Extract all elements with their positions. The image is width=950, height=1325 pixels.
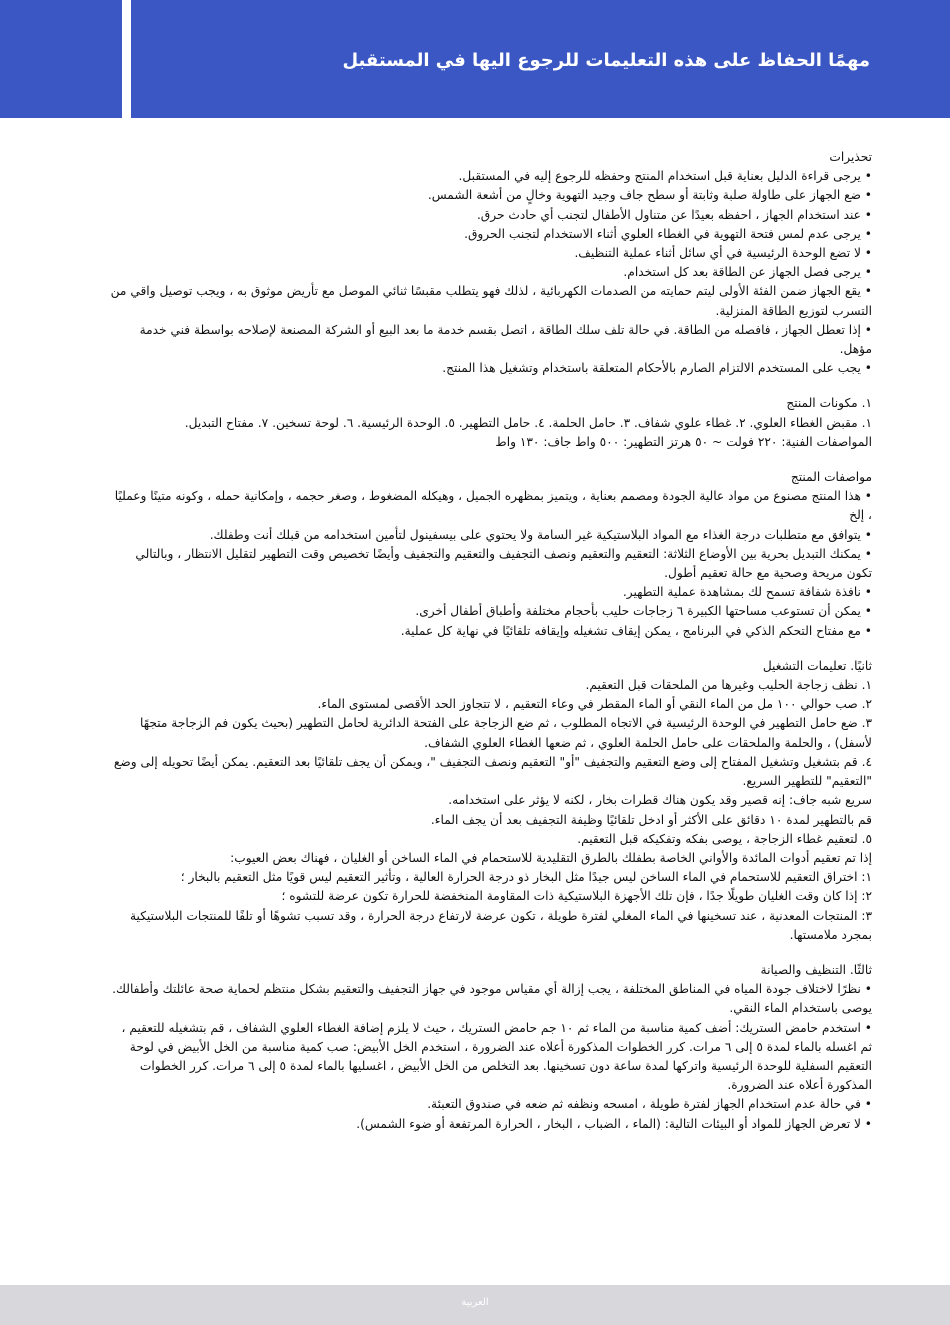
section-line: • يرجى قراءة الدليل بعناية قبل استخدام المنتج وحفظه للرجوع إليه في المستقبل. [458, 169, 872, 184]
section-line: • ضع الجهاز على طاولة صلبة وثابتة أو سطح جاف وجيد التهوية وخالٍ من أشعة الشمس. [427, 188, 872, 203]
section-title: مواصفات المنتج [790, 470, 872, 485]
header-banner [131, 0, 950, 118]
section-title: تحذيرات [829, 150, 872, 164]
section-line: ١: اختراق التعقيم للاستحمام في الماء الساخن ليس جيدًا مثل البخار ذو درجة الحرارة العالية ، وتأثير التعقيم ليس قويًا مثل التعقيم بالبخار ؛ [180, 870, 872, 885]
document-body [108, 148, 872, 1134]
section-title: ثانيًا. تعليمات التشغيل [762, 658, 872, 673]
section-line: • يقع الجهاز ضمن الفئة الأولى ليتم حمايته من الصدمات الكهربائية ، لذلك فهو يتطلب مقبسًا ثنائي الموصل مع تأريض موثوق به ، ويجب توصيل واقي من التسرب لتوزيع الطاقة المنزلية. [110, 284, 872, 318]
section-line: • إذا تعطل الجهاز ، فافصله من الطاقة. في حالة تلف سلك الطاقة ، اتصل بقسم خدمة ما بعد البيع أو الشركة المصنعة لإصلاحه بواسطة فني خدمة مؤهل. [139, 322, 872, 357]
section-line: ٢. صب حوالي ١٠٠ مل من الماء النقي أو الماء المقطر في وعاء التعقيم ، لا تتجاوز الحد الأقصى لمستوى الماء. [317, 697, 872, 712]
footer-bar [0, 1285, 950, 1325]
section-line: • يجب على المستخدم الالتزام الصارم بالأحكام المتعلقة باستخدام وتشغيل هذا المنتج. [442, 361, 872, 376]
section-line: ٤. قم بتشغيل وتشغيل المفتاح إلى وضع التعقيم والتجفيف "أو" التعقيم ونصف التجفيف "، ويمكن أن يجف تلقائيًا بعد التعقيم. يمكن أيضًا تحويله إلى وضع "التعقيم" للتطهير السريع. [113, 754, 872, 789]
page-title: مهمًا الحفاظ على هذه التعليمات للرجوع اليها في المستقبل [342, 50, 870, 71]
section-line: • عند استخدام الجهاز ، احفظه بعيدًا عن متناول الأطفال لتجنب أي حادث حرق. [476, 207, 872, 222]
section-line: • في حالة عدم استخدام الجهاز لفترة طويلة ، امسحه ونظفه ثم ضعه في صندوق التعبئة. [427, 1097, 872, 1112]
section-line: • يرجى عدم لمس فتحة التهوية في الغطاء العلوي أثناء الاستخدام لتجنب الحروق. [464, 226, 872, 241]
section-line: • لا تضع الوحدة الرئيسية في أي سائل أثناء عملية التنظيف. [574, 246, 872, 261]
section-line: • نافذة شفافة تسمح لك بمشاهدة عملية التطهير. [622, 585, 872, 600]
section-line: ١. نظف زجاجة الحليب وغيرها من الملحقات قبل التعقيم. [585, 678, 872, 693]
section-line: ٣. ضع حامل التطهير في الوحدة الرئيسية في الاتجاه المطلوب ، ثم ضع الزجاجة على الفتحة الدائرية لحامل التطهير (بحيث يكون فم الزجاجة متجهًا لأسفل) ، والحلمة والملحقات على حامل الحلمة العلوي ، ثم ضعها الغطاء العلوي الشفاف. [140, 716, 872, 750]
section-line: قم بالتطهير لمدة ١٠ دقائق على الأكثر أو ادخل تلقائيًا وظيفة التجفيف بعد أن يجف الماء. [430, 812, 872, 827]
language-label: العربية [461, 1297, 489, 1308]
section-line: • نظرًا لاختلاف جودة المياه في المناطق المختلفة ، يجب إزالة أي مقياس موجود في جهاز التجفيف والتعقيم بشكل منتظم لحماية صحة عائلتك وأطفالك. يوصى باستخدام الماء النقي. [112, 982, 872, 1016]
header-accent-block [0, 0, 122, 118]
section [108, 148, 872, 378]
section [108, 394, 872, 452]
section-line: إذا تم تعقيم أدوات المائدة والأواني الخاصة بطفلك بالطرق التقليدية للاستحمام في الماء الساخن أو الغليان ، فهناك بعض العيوب: [230, 850, 872, 865]
section-line: • يمكنك التبديل بحرية بين الأوضاع الثلاثة: التعقيم والتعقيم ونصف التجفيف والتعقيم والتجفيف وأيضًا تخصيص وقت التطهير لتقليل الانتظار ، وبالتالي تكون مريحة وصحية مع حالة تعقيم أطول. [135, 546, 872, 581]
section-line: ٢: إذا كان وقت الغليان طويلًا جدًا ، فإن تلك الأجهزة البلاستيكية ذات المقاومة المنخفضة للحرارة تكون عرضة للتشوه ؛ [281, 889, 872, 904]
section-line: ٥. لتعقيم غطاء الزجاجة ، يوصى بفكه وتفكيكه قبل التعقيم. [577, 831, 872, 846]
section-line: • استخدم حامض الستريك: أضف كمية مناسبة من الماء ثم ١٠ جم حامض الستريك ، حيث لا يلزم إضافة الغطاء العلوي الشفاف ، قم بتشغيله للتعقيم ، ثم اغسله بالماء لمدة ٥ إلى ٦ مرات. كرر الخطوات المذكورة أعلاه عند الضرورة ، استخدم الخل الأبيض: صب كمية مناسبة من الخل الأبيض في لوحة التعقيم السفلية للوحدة الرئيسية واتركها لمدة ساعة دون تسخينها. بعد التخلص من الخل الأبيض ، اغسليها بالماء لمدة ٥ إلى ٦ مرات. كرر الخطوات المذكورة أعلاه عند الضرورة. [121, 1020, 872, 1093]
section [108, 961, 872, 1134]
section-line: • مع مفتاح التحكم الذكي في البرنامج ، يمكن إيقاف تشغيله وإيقافه تلقائيًا في نهاية كل عملية. [400, 623, 872, 638]
section-line: • هذا المنتج مصنوع من مواد عالية الجودة ومصمم بعناية ، ويتميز بمظهره الجميل ، وهيكله المضغوط ، وصغر حجمه ، وإمكانية حمله ، وكونه متينًا وعمليًا ، إلخ [114, 489, 872, 523]
section-line: • يرجى فصل الجهاز عن الطاقة بعد كل استخدام. [623, 265, 872, 280]
section-line: ٣: المنتجات المعدنية ، عند تسخينها في الماء المغلي لفترة طويلة ، تكون عرضة لارتفاع درجة الحرارة ، وقد تسبب تشوهًا أو تلفًا للمنتجات البلاستيكية بمجرد ملامستها. [129, 908, 872, 942]
section [108, 657, 872, 945]
section-line: سريع شبه جاف: إنه قصير وقد يكون هناك قطرات بخار ، لكنه لا يؤثر على استخدامه. [448, 793, 872, 808]
section-title: ثالثًا. التنظيف والصيانة [760, 962, 872, 977]
section-line: ١. مقبض الغطاء العلوي. ٢. غطاء علوي شفاف. ٣. حامل الحلمة. ٤. حامل التطهير. ٥. الوحدة الرئيسية. ٦. لوحة تسخين. ٧. مفتاح التبديل. [184, 415, 872, 430]
section-title: ١. مكونات المنتج [786, 396, 872, 411]
section-line: • لا تعرض الجهاز للمواد أو البيئات التالية: (الماء ، الضباب ، البخار ، الحرارة المرتفعة أو ضوء الشمس). [356, 1116, 872, 1131]
section [108, 468, 872, 641]
section-line: • يتوافق مع متطلبات درجة الغذاء مع المواد البلاستيكية غير السامة ولا يحتوي على بيسفينول لتأمين استخدامه من قبلك أنت وطفلك. [209, 527, 872, 542]
section-line: • يمكن أن تستوعب مساحتها الكبيرة ٦ زجاجات حليب بأحجام مختلفة وأطباق أطفال أخرى. [415, 604, 872, 619]
section-line: المواصفات الفنية: ٢٢٠ فولت ~ ٥٠ هرتز التطهير: ٥٠٠ واط جاف: ١٣٠ واط [495, 434, 872, 449]
